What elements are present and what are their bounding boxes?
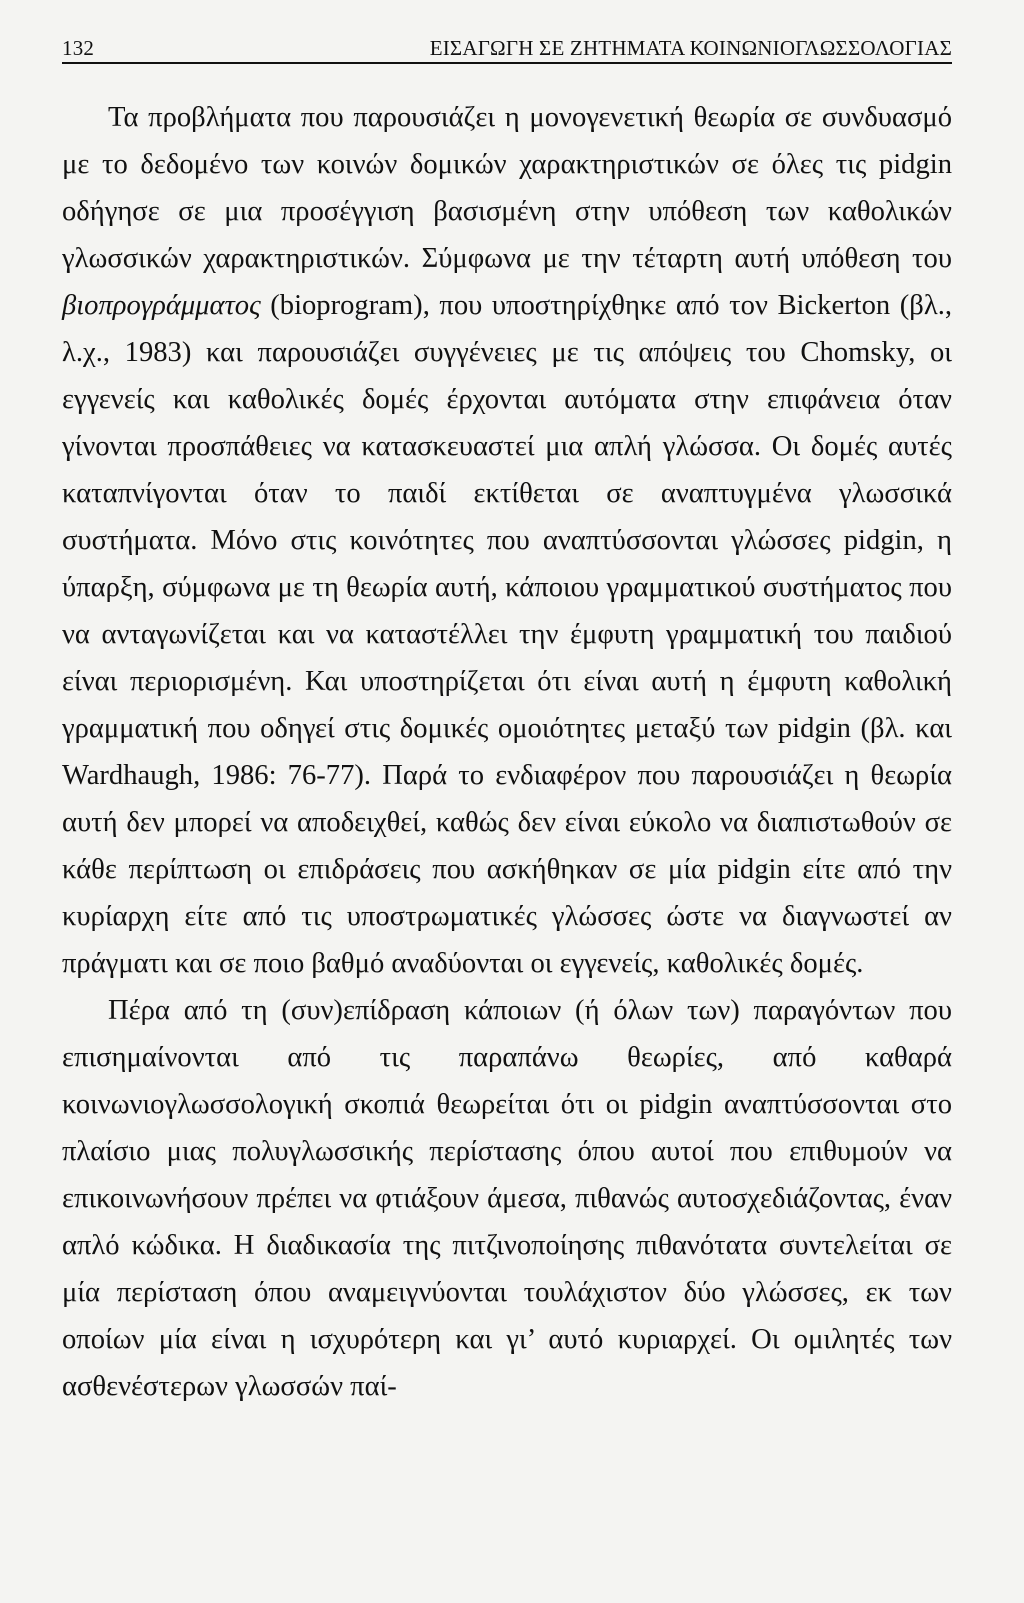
body-text <box>62 94 952 1410</box>
paragraph-1-after-italic: (bioprogram), που υποστηρίχθηκε από τον Bickerton (βλ., λ.χ., 1983) και παρουσιάζει συγγένειες με τις απόψεις του Chomsky, οι εγγενείς και καθολικές δομές έρχονται αυτόματα στην επιφάνεια όταν γίνονται προσπάθειες να κατασκευαστεί μια απλή γλώσσα. Οι δομές αυτές καταπνίγονται όταν το παιδί εκτίθεται σε αναπτυγμένα γλωσσικά συστήματα. Μόνο στις κοινότητες που αναπτύσσονται γλώσσες pidgin, η ύπαρξη, σύμφωνα με τη θεωρία αυτή, κάποιου γραμματικού συστήματος που να ανταγωνίζεται και να καταστέλλει την έμφυτη γραμματική του παιδιού είναι περιορισμένη. Και υποστηρίζεται ότι είναι αυτή η έμφυτη καθολική γραμματική που οδηγεί στις δομικές ομοιότητες μεταξύ των pidgin (βλ. και Wardhaugh, 1986: 76-77). Παρά το ενδιαφέρον που παρουσιάζει η θεωρία αυτή δεν μπορεί να αποδειχθεί, καθώς δεν είναι εύκολο να διαπιστωθούν σε κάθε περίπτωση οι επιδράσεις που ασκήθηκαν σε μία pidgin είτε από την κυρίαρχη είτε από τις υποστρωματικές γλώσσες ώστε να διαγνωστεί αν πράγματι και σε ποιο βαθμό αναδύονται οι εγγενείς, καθολικές δομές. <box>62 290 952 979</box>
paragraph-1-before-italic: Τα προβλήματα που παρουσιάζει η μονογενετική θεωρία σε συνδυασμό με το δεδομένο των κοινών δομικών χαρακτηριστικών σε όλες τις pidgin οδήγησε σε μια προσέγγιση βασισμένη στην υπόθεση των καθολικών γλωσσικών χαρακτηριστικών. Σύμφωνα με την τέταρτη αυτή υπόθεση του <box>62 102 952 274</box>
running-header <box>62 36 952 64</box>
paragraph-2: Πέρα από τη (συν)επίδραση κάποιων (ή όλων των) παραγόντων που επισημαίνονται από τις παραπάνω θεωρίες, από καθαρά κοινωνιογλωσσολογική σκοπιά θεωρείται ότι οι pidgin αναπτύσσονται στο πλαίσιο μιας πολυγλωσσικής περίστασης όπου αυτοί που επιθυμούν να επικοινωνήσουν πρέπει να φτιάξουν άμεσα, πιθανώς αυτοσχεδιάζοντας, έναν απλό κώδικα. Η διαδικασία της πιτζινοποίησης πιθανότατα συντελείται σε μία περίσταση όπου αναμειγνύονται τουλάχιστον δύο γλώσσες, εκ των οποίων μία είναι η ισχυρότερη και γι’ αυτό κυριαρχεί. Οι ομιλητές των ασθενέστερων γλωσσών παί- <box>62 995 952 1402</box>
running-title: ΕΙΣΑΓΩΓΗ ΣΕ ΖΗΤΗΜΑΤΑ ΚΟΙΝΩΝΙΟΓΛΩΣΣΟΛΟΓΙΑΣ <box>429 36 952 60</box>
page-number: 132 <box>62 36 95 60</box>
italic-term-bioprogram: βιοπρογράμματος <box>62 290 261 321</box>
paragraph-1 <box>62 94 952 987</box>
